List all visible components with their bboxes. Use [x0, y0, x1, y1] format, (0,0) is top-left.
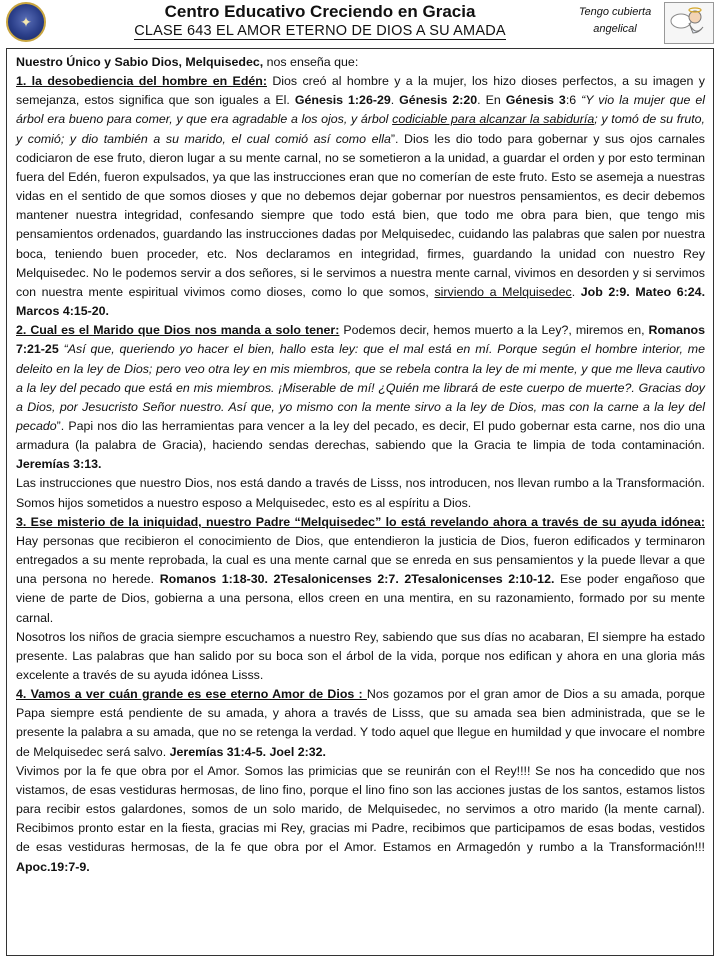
- class-subtitle: [60, 23, 580, 39]
- section-1-text: . En: [477, 93, 506, 108]
- class-subtitle-text: CLASE 643 EL AMOR ETERNO DE DIOS A SU AMADA: [134, 23, 506, 39]
- underlined-phrase: sirviendo a Melquisedec: [434, 284, 572, 299]
- scripture-quote-underlined: codiciable para alcanzar la sabiduría: [392, 112, 595, 127]
- angel-icon: [665, 3, 713, 43]
- angel-illustration: [664, 2, 714, 44]
- section-2-paragraph-2: Las instrucciones que nuestro Dios, nos está dando a través de Lisss, nos introducen, nos llevan rumbo a la Transformación. Somos hijos sometidos a nuestro esposo a Melquisedec, esto es al espíritu a Dios.: [16, 476, 705, 510]
- section-4: [16, 685, 705, 762]
- scripture-quote: “Y vio la mujer que el árbol era bueno para comer, y que era agradable a los ojos, y árbol: [16, 93, 705, 127]
- section-2: [16, 321, 705, 474]
- angel-note: Tengo cubierta angelical: [578, 6, 652, 35]
- section-3-text: Ese poder engañoso que viene de parte de Dios, gobierna a una persona, ellos creen en una mentira, en su razonamiento, formado por su mente carnal.: [16, 572, 706, 625]
- section-3-text: Hay personas que recibieron el conocimiento de Dios, que entendieron la justicia de Dios, fueron edificados y terminaron entregados a su mente reprobada, la cual es una mente carnal que se enreda en sus pensamientos y la puede llevar a que una persona no herede.: [16, 533, 705, 587]
- section-3-paragraph-2: Nosotros los niños de gracia siempre escuchamos a nuestro Rey, sabiendo que sus días no acabaran, El siempre ha estado presente. Las palabras que han salido por su boca son el árbol de la vida, porque nos edifican y ahora en una gloria más excelente a través de su ayuda idónea Lisss.: [16, 629, 705, 682]
- scripture-ref: Jeremías 3:13.: [16, 457, 102, 472]
- intro-rest: nos enseña que:: [263, 55, 359, 69]
- scripture-ref: Jeremías 31:4-5. Joel 2:32.: [169, 744, 326, 759]
- section-4-text: Nos gozamos por el gran amor de Dios a su amada, porque Papa siempre está pendiente de su amada, y ahora a través de Lisss, que su amada sea bien administrada, que se le presente la palabra a su amada, que no se retenga la verdad. Y todo aquel que llegue en humildad y que invocare el nombre de Melquisedec será salvo.: [16, 687, 705, 759]
- section-4-text: Vivimos por la fe que obra por el Amor. Somos las primicias que se reunirán con el Rey!!!! Se nos ha concedido que nos vistamos, de esas vestiduras hermosas, de lino fino, porque el lino fino son las acciones justas de los santos, estamos listos para recibir estos galardones, somos de un solo marido, de Melquisedec, no servimos a otro marido (la mente carnal). Recibimos pronto estar en la fiesta, gracias mi Rey, gracias mi Padre, recibimos que participamos de esas bodas, vestidos de esas vestiduras hermosas, de la fe que obra por el Amor. Estamos en Armagedón y rumbo a la Transformación!!!: [16, 763, 705, 855]
- section-1-text: :6: [565, 93, 582, 108]
- scripture-ref: Génesis 1:26-29: [294, 93, 391, 108]
- intro-bold: Nuestro Único y Sabio Dios, Melquisedec,: [16, 55, 264, 69]
- section-1-text: .: [571, 284, 581, 299]
- scripture-quote: “Así que, queriendo yo hacer el bien, hallo esta ley: que el mal está en mí. Porque según el hombre interior, me deleito en la ley de Dios; pero veo otra ley en mis miembros, que se rebela contra la ley de mi mente, y que me lleva cautivo a la ley del pecado que está en mis miembros. ¡Miserable de mí! ¿Quién me librará de este cuerpo de muerte?. Gracias doy a Dios, por Jesucristo Señor nuestro. Así que, yo mismo con la mente sirvo a la ley de Dios, mas con la carne a la ley del pecado: [16, 342, 705, 433]
- section-2-title: 2. Cual es el Marido que Dios nos manda a solo tener:: [16, 323, 340, 338]
- section-1: [16, 72, 705, 321]
- section-1-text: ”. Dios les dio todo para gobernar y sus ojos carnales codiciaron de ese fruto, dieron lugar a su mente carnal, no se sometieron a la unidad, a guardar el orden y por esto terminan fuera del Edén, fueron expulsados, ya que las instrucciones eran que no comerían de este fruto. Esto se asemeja a nuestras vidas en el sentido de que somos dioses y que no debemos dejar gobernar por nuestros pensamientos, es decir debemos mantener nuestra integridad, confesando siempre que todo está bien, que todo me obra para bien, que tengo mis pensamientos ordenados, guardando las instrucciones dadas por Melquisedec, cuidando las palabras que salen por nuestra boca, teniendo buen proceder, etc. Nos declaramos en integridad, firmes, guardando la unidad con nuestro Rey Melquisedec. No le podemos servir a dos señores, si le servimos a nuestra mente carnal, vivimos en desorden y si servimos con nuestra mente espiritual vivimos como dioses, como lo que somos,: [16, 131, 706, 299]
- page-title: Centro Educativo Creciendo en Gracia: [164, 2, 476, 21]
- section-3: [16, 513, 705, 628]
- scripture-ref: Romanos 7:21-25: [16, 323, 705, 357]
- scripture-quote: ; y tomó de su fruto, y comió; y dio también a su marido, el cual comió así como ella: [16, 112, 705, 146]
- section-4-title: 4. Vamos a ver cuán grande es ese eterno Amor de Dios :: [16, 687, 367, 702]
- eagle-icon: ✦: [20, 14, 32, 30]
- scripture-ref: Génesis 3: [505, 93, 566, 108]
- scripture-ref: Génesis 2:20: [399, 93, 478, 108]
- lesson-box: [6, 48, 714, 956]
- seal-logo: [6, 2, 46, 42]
- scripture-ref: Romanos 1:18-30. 2Tesalonicenses 2:7. 2Tesalonicenses 2:10-12.: [159, 572, 555, 587]
- section-3-title: 3. Ese misterio de la iniquidad, nuestro Padre “Melquisedec” lo está revelando ahora a través de su ayuda idónea:: [16, 514, 705, 529]
- page-header: [0, 0, 720, 46]
- section-2-text: ”. Papi nos dio las herramientas para vencer a la ley del pecado, es decir, El pudo gobernar esta carne, nos dio una armadura (la palabra de Gracia), haciendo sendas derechas, sabiendo que la Gracia te limpia de toda contaminación.: [16, 418, 705, 453]
- lesson-content: [16, 53, 705, 877]
- section-1-text: .: [390, 93, 400, 108]
- scripture-ref: Job 2:9. Mateo 6:24. Marcos 4:15-20.: [16, 284, 706, 319]
- section-4-paragraph-2: [16, 762, 705, 877]
- section-1-text: Dios creó al hombre y a la mujer, los hizo dioses perfectos, a su imagen y semejanza, estos significa que son iguales a El.: [16, 74, 705, 108]
- section-1-title: 1. la desobediencia del hombre en Edén:: [16, 74, 267, 89]
- scripture-ref: Apoc.19:7-9.: [16, 859, 90, 874]
- section-2-text: Podemos decir, hemos muerto a la Ley?, miremos en,: [339, 323, 649, 338]
- intro-paragraph: [16, 53, 705, 72]
